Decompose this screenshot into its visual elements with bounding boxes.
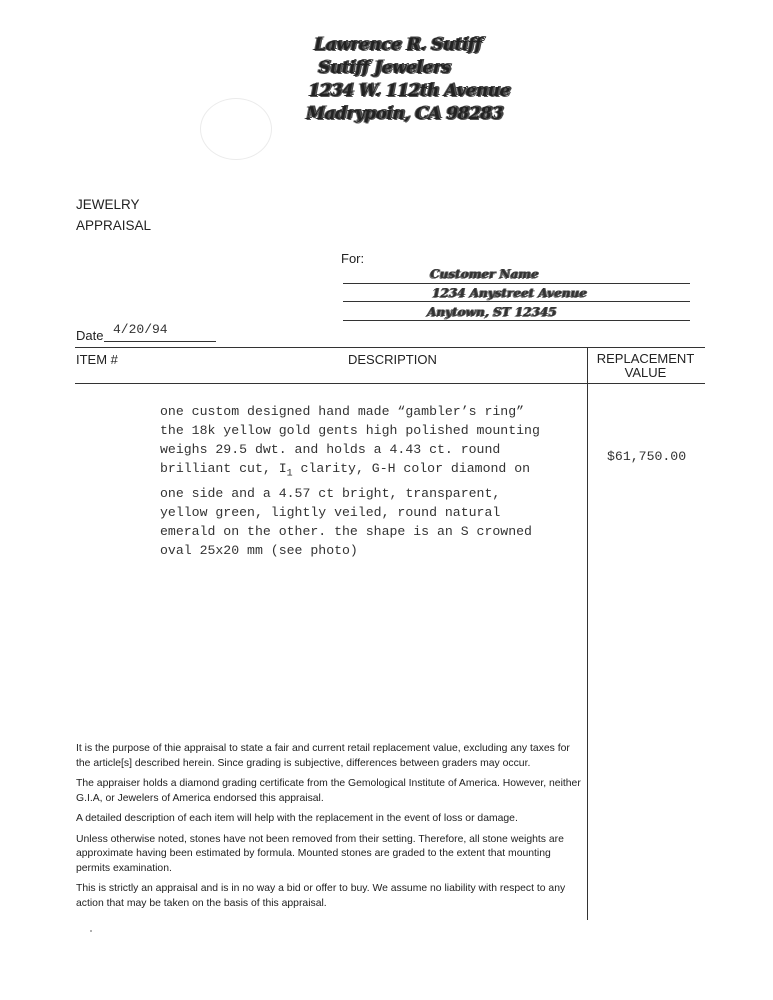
- description-line-4-part-b: clarity, G-H color diamond on: [292, 461, 531, 476]
- description-line-4-part-a: brilliant cut, I: [160, 461, 287, 476]
- description-line-6: yellow green, lightly veiled, round natural: [160, 504, 501, 520]
- terms-paragraph-3: A detailed description of each item will help with the replacement in the event of loss or damage.: [76, 813, 518, 824]
- for-line-3: [343, 320, 690, 321]
- col-header-item: ITEM #: [76, 352, 118, 367]
- description-line-1: one custom designed hand made “gambler’s ring”: [160, 404, 525, 419]
- title-line-1: JEWELRY: [76, 197, 140, 212]
- letterhead-company: Sutiff Jewelers: [318, 58, 451, 78]
- description-line-2: the 18k yellow gold gents high polished mounting: [160, 423, 540, 438]
- customer-city: Anytown, ST 12345: [427, 305, 557, 319]
- terms-paragraph-1: It is the purpose of thie appraisal to state a fair and current retail replacement value, excluding any taxes for the article[s] described herein. Since grading is subjective, differences between graders may occur.: [76, 743, 570, 769]
- customer-street: 1234 Anystreet Avenue: [432, 286, 587, 300]
- for-label: For:: [341, 251, 365, 266]
- description-line-4: [160, 459, 580, 484]
- letterhead-street: 1234 W. 112th Avenue: [308, 81, 510, 101]
- terms-paragraph-5: This is strictly an appraisal and is in no way a bid or offer to buy. We assume no liability with respect to any action that may be taken on the basis of this appraisal.: [76, 883, 566, 909]
- for-line-1: [343, 283, 690, 284]
- date-line: [104, 341, 216, 342]
- terms-paragraph-4: Unless otherwise noted, stones have not been removed from their setting. Therefore, all stone weights are approximate having been estimated by formula. Mounted stones are graded to the extent that mounting permits examination.: [76, 833, 564, 874]
- for-line-2: [343, 301, 690, 302]
- letterhead-city: Madrypoin, CA 98283: [306, 104, 503, 124]
- description-line-3: weighs 29.5 dwt. and holds a 4.43 ct. round: [160, 442, 501, 457]
- letterhead-name: Lawrence R. Sutiff: [314, 35, 482, 55]
- description-line-7: emerald on the other. the shape is an S crowned: [160, 523, 532, 539]
- scan-speck: [90, 930, 92, 932]
- item-description: [160, 402, 580, 560]
- document-title: [76, 194, 151, 236]
- description-line-8: oval 25x20 mm (see photo): [160, 542, 358, 558]
- description-line-5: one side and a 4.57 ct bright, transparent,: [160, 485, 501, 501]
- terms-section: [76, 742, 581, 917]
- replacement-value: $61,750.00: [607, 449, 687, 464]
- date-label: Date: [76, 328, 104, 343]
- col-header-value-line1: REPLACEMENT: [596, 351, 695, 366]
- customer-name: Customer Name: [430, 267, 539, 281]
- col-header-value: [588, 352, 703, 380]
- date-value: 4/20/94: [113, 322, 168, 337]
- value-column-divider: [587, 347, 588, 920]
- table-header-rule: [75, 383, 705, 384]
- col-header-value-line2: VALUE: [624, 365, 667, 380]
- col-header-description: DESCRIPTION: [348, 352, 437, 367]
- clarity-subscript: 1: [286, 468, 293, 480]
- letterhead: [300, 34, 510, 126]
- table-top-rule: [75, 347, 705, 348]
- title-line-2: APPRAISAL: [76, 218, 152, 233]
- faint-watermark-circle: [200, 98, 272, 160]
- terms-paragraph-2: The appraiser holds a diamond grading certificate from the Gemological Institute of America. However, neither G.I.A, or Jewelers of America endorsed this appraisal.: [76, 778, 581, 804]
